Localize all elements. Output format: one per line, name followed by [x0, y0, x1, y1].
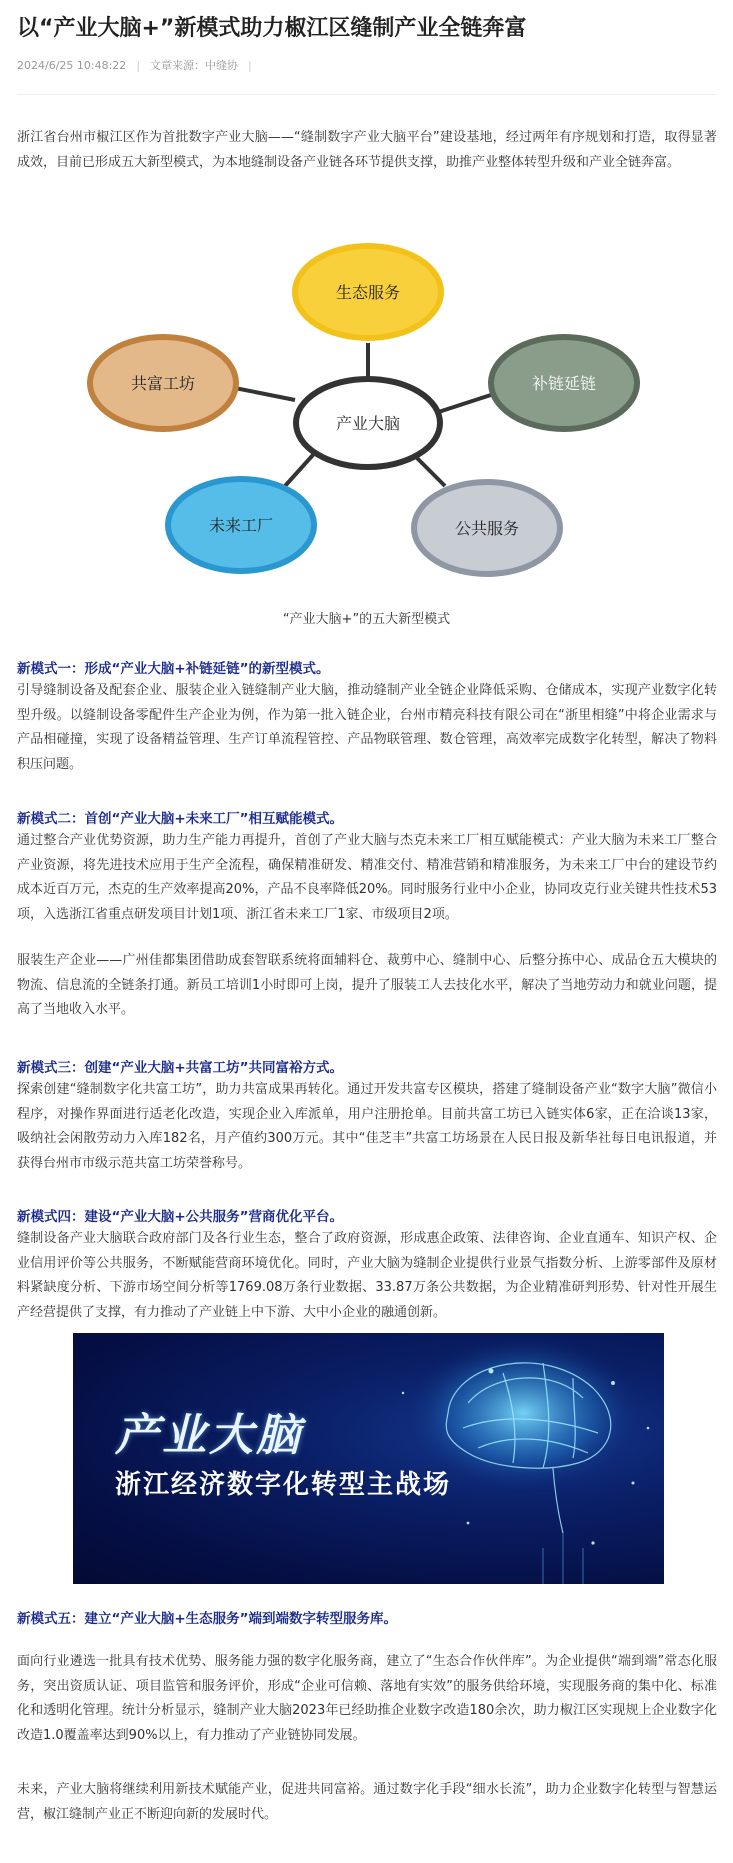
article-title: 以“产业大脑+”新模式助力椒江区缝制产业全链奔富 [17, 16, 527, 41]
article-meta [17, 57, 262, 73]
section-2-paragraph-1: 通过整合产业优势资源，助力生产能力再提升，首创了产业大脑与杰克未来工厂相互赋能模式：产业大脑为未来工厂整合产业资源，将先进技术应用于生产全流程，确保精准研发、精准交付、精准营销和精准服务，为未来工厂中台的建设节约成本近百万元，杰克的生产效率提高20%，产品不良率降低20%。同时服务行业中小企业，协同攻克行业关键共性技术53项，入选浙江省重点研发项目计划1项、浙江省未来工厂1家、市级项目2项。 [17, 833, 717, 922]
section-5-heading: 新模式五：建立“产业大脑+生态服务”端到端数字转型服务库。 [17, 1611, 398, 1627]
node-prosperity-label: 共富工坊 [130, 374, 196, 393]
meta-divider: | [248, 59, 252, 72]
section-3-paragraph: 探索创建“缝制数字化共富工坊”，助力共富成果再转化。通过开发共富专区模块，搭建了缝制设备产业“数字大脑”微信小程序，对操作界面进行适老化改造，实现企业入库派单，用户注册抢单。目前共富工坊已入链实体6家，正在洽谈13家，吸纳社会闲散劳动力入库182名，月产值约300万元。其中“佳芝丰”共富工坊场景在人民日报及新华社每日电讯报道，并获得台州市市级示范共富工坊荣誉称号。 [17, 1082, 717, 1171]
publish-date: 2024/6/25 10:48:22 [17, 59, 127, 72]
section-3-heading: 新模式三：创建“产业大脑+共富工坊”共同富裕方式。 [17, 1060, 344, 1076]
node-public-label: 公共服务 [454, 519, 520, 538]
node-chain-extension [491, 337, 637, 429]
node-chain-label: 补链延链 [531, 374, 597, 393]
node-factory-label: 未来工厂 [208, 516, 274, 535]
industry-brain-banner [73, 1333, 664, 1584]
section-2-paragraph-2: 服装生产企业——广州佳都集团借助成套智联系统将面辅料仓、裁剪中心、缝制中心、后整分拣中心、成品仓五大模块的物流、信息流的全链条打通。新员工培训1小时即可上岗，提升了服装工人去技化水平，解决了当地劳动力和就业问题，提高了当地收入水平。 [17, 953, 717, 1017]
meta-divider: | [136, 59, 141, 72]
node-ecosystem-services [295, 246, 441, 338]
center-node-label: 产业大脑 [335, 414, 401, 433]
node-ecosystem-label: 生态服务 [335, 283, 401, 302]
connector-left [235, 388, 295, 400]
title-divider [17, 94, 717, 95]
diagram-svg [75, 240, 655, 580]
section-1-heading: 新模式一：形成“产业大脑+补链延链”的新型模式。 [17, 661, 330, 677]
intro-paragraph: 浙江省台州市椒江区作为首批数字产业大脑——“缝制数字产业大脑平台”建设基地，经过两年有序规划和打造，取得显著成效，目前已形成五大新型模式，为本地缝制设备产业链各环节提供支撑，助推产业整体转型升级和产业全链奔富。 [17, 130, 717, 170]
diagram-caption: “产业大脑+”的五大新型模式 [282, 612, 451, 627]
section-1-paragraph: 引导缝制设备及配套企业、服装企业入链缝制产业大脑，推动缝制产业全链企业降低采购、仓储成本，实现产业数字化转型升级。以缝制设备零配件生产企业为例，作为第一批入链企业，台州市精亮科技有限公司在“浙里相缝”中将企业需求与产品相碰撞，实现了设备精益管理、生产订单流程管控、产品物联管理、数仓管理，高效率完成数字化转型，解决了物料积压问题。 [17, 683, 717, 772]
section-4-paragraph: 缝制设备产业大脑联合政府部门及各行业生态，整合了政府资源，形成惠企政策、法律咨询、企业直通车、知识产权、企业信用评价等公共服务，不断赋能营商环境优化。同时，产业大脑为缝制企业提供行业景气指数分析、上游零部件及原材料紧缺度分析、下游市场空间分析等1769.08万条行业数据、33.87万条公共数据，为企业精准研判形势、针对性开展生产经营提供了支撑，有力推动了产业链上中下游、大中小企业的融通创新。 [17, 1231, 717, 1320]
section-5-paragraph-1: 面向行业遴选一批具有技术优势、服务能力强的数字化服务商，建立了“生态合作伙伴库”。为企业提供“端到端”常态化服务，突出资质认证、项目监管和服务评价，形成“企业可信赖、落地有实效”的服务供给环境，实现服务商的集中化、标准化和透明化管理。统计分析显示，缝制产业大脑2023年已经助推企业数字改造180余次，助力椒江区实现规上企业数字化改造1.0覆盖率达到90%以上，有力推动了产业链协同发展。 [17, 1654, 717, 1743]
node-future-factory [168, 479, 314, 571]
section-4-heading: 新模式四：建设“产业大脑+公共服务”营商优化平台。 [17, 1209, 344, 1225]
node-common-prosperity [90, 337, 236, 429]
section-2-heading: 新模式二：首创“产业大脑+未来工厂”相互赋能模式。 [17, 811, 344, 827]
five-modes-diagram [75, 240, 655, 580]
banner-subtitle: 浙江经济数字化转型主战场 [115, 1470, 452, 1500]
center-node [296, 379, 440, 467]
article-source: 文章来源：中缝协 [150, 59, 239, 72]
closing-paragraph: 未来，产业大脑将继续利用新技术赋能产业，促进共同富裕。通过数字化手段“细水长流”，助力企业数字化转型与智慧运营，椒江缝制产业正不断迎向新的发展时代。 [17, 1782, 717, 1822]
node-public-services [414, 482, 560, 574]
banner-title: 产业大脑 [115, 1410, 303, 1461]
